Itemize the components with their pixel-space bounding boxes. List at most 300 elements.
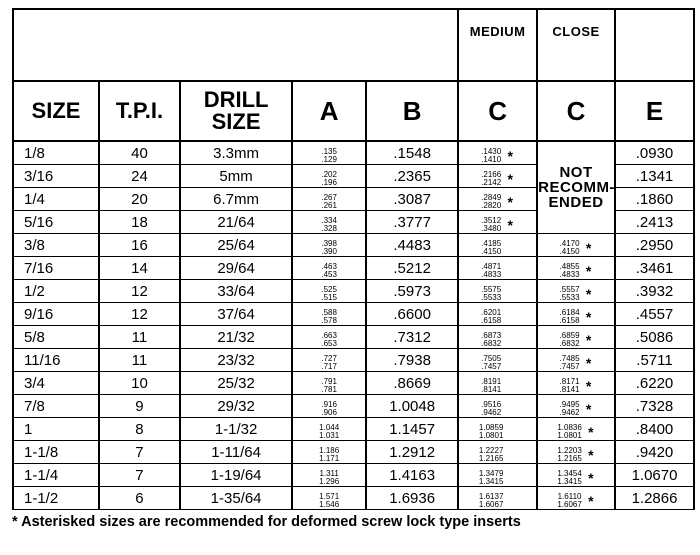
cell-c-close-min: 1.3415 (557, 477, 582, 486)
group-header-row (13, 9, 694, 81)
cell-c-medium-tolerance (481, 286, 501, 302)
asterisk-marker: * (507, 194, 513, 210)
cell-a-max: .916 (321, 400, 337, 409)
cell-b: .1548 (366, 141, 458, 165)
cell-c-close-min: .9462 (559, 408, 580, 417)
asterisk-marker: * (585, 309, 592, 325)
cell-drill-size: 1-11/64 (180, 441, 292, 464)
cell-a-min: .453 (321, 270, 337, 279)
cell-tpi: 24 (99, 165, 180, 188)
asterisk-marker: * (585, 378, 592, 394)
cell-a (292, 141, 366, 165)
cell-tpi: 16 (99, 234, 180, 257)
cell-c-close-tolerance (557, 447, 581, 463)
cell-c-medium-group (481, 217, 514, 233)
not-recommended-line: ENDED (548, 194, 604, 211)
asterisk-marker: * (507, 148, 513, 164)
cell-a-min: .328 (321, 224, 337, 233)
cell-drill-size: 25/32 (180, 372, 292, 395)
header-c-close: C (537, 81, 615, 141)
header-size: SIZE (13, 81, 99, 141)
cell-c-medium (458, 395, 537, 418)
cell-c-medium-max: .3512 (481, 216, 502, 225)
cell-a-group (321, 217, 337, 233)
cell-c-close-min: 1.2165 (557, 454, 582, 463)
cell-c-medium-max: 1.2227 (478, 446, 504, 455)
cell-c-medium-group (481, 171, 514, 187)
cell-b: 1.2912 (366, 441, 458, 464)
cell-c-close-tolerance (560, 355, 580, 371)
cell-a-min: .906 (321, 408, 337, 417)
cell-a-group (321, 263, 337, 279)
cell-c-medium-group (481, 286, 514, 302)
cell-c-close-max: .5557 (559, 285, 580, 294)
cell-c-medium-max: 1.3479 (478, 469, 504, 478)
cell-c-close (537, 464, 615, 487)
cell-drill-size: 21/32 (180, 326, 292, 349)
cell-c-medium-group (481, 148, 514, 164)
asterisk-marker: * (588, 470, 594, 486)
asterisk-marker: * (585, 332, 592, 348)
cell-e: .0930 (615, 141, 694, 165)
table-row (13, 441, 694, 464)
asterisk-marker: * (585, 240, 592, 256)
cell-e: .8400 (615, 418, 694, 441)
cell-a-min: 1.031 (319, 431, 340, 440)
cell-e: .1860 (615, 188, 694, 211)
cell-c-medium-tolerance (481, 148, 501, 164)
cell-c-close (537, 487, 615, 510)
cell-c-medium (458, 487, 537, 510)
cell-a-max: 1.044 (319, 423, 340, 432)
cell-e: .5711 (615, 349, 694, 372)
column-header-row (13, 81, 694, 141)
header-tpi: T.P.I. (99, 81, 180, 141)
cell-a-min: 1.296 (319, 477, 340, 486)
cell-tpi: 9 (99, 395, 180, 418)
cell-c-medium-max: .2166 (481, 170, 502, 179)
cell-size: 1-1/8 (13, 441, 99, 464)
cell-c-medium (458, 211, 537, 234)
cell-a-min: .261 (321, 201, 337, 210)
asterisk-marker: * (585, 355, 592, 371)
cell-e: .2413 (615, 211, 694, 234)
cell-c-close (537, 372, 615, 395)
cell-c-medium-tolerance (479, 424, 503, 440)
cell-a-max: .398 (321, 239, 337, 248)
cell-a-max: 1.571 (319, 492, 340, 501)
cell-c-medium (458, 464, 537, 487)
cell-a-max: 1.311 (319, 469, 339, 478)
cell-a-min: 1.171 (319, 454, 340, 463)
cell-a-min: .717 (321, 362, 337, 371)
cell-c-medium-max: .5575 (481, 285, 502, 294)
cell-c-close-tolerance (557, 493, 581, 509)
cell-c-close-max: .6184 (559, 308, 580, 317)
cell-a-tolerance (321, 286, 337, 302)
cell-a-group (321, 332, 337, 348)
cell-size: 1/4 (13, 188, 99, 211)
cell-a-max: .267 (321, 193, 337, 202)
cell-a (292, 165, 366, 188)
cell-a-max: .202 (321, 170, 337, 179)
cell-a (292, 395, 366, 418)
cell-a (292, 372, 366, 395)
cell-e: .3932 (615, 280, 694, 303)
cell-c-medium-max: .4185 (481, 239, 502, 248)
cell-c-medium-min: .4150 (481, 247, 502, 256)
cell-tpi: 18 (99, 211, 180, 234)
cell-size: 1-1/4 (13, 464, 99, 487)
cell-c-medium-tolerance (481, 194, 501, 210)
cell-drill-size: 6.7mm (180, 188, 292, 211)
cell-c-medium-group (481, 378, 514, 394)
cell-drill-size: 29/32 (180, 395, 292, 418)
cell-c-close (537, 280, 615, 303)
cell-c-close-group (560, 263, 593, 279)
table-row (13, 326, 694, 349)
cell-a-tolerance (321, 309, 337, 325)
header-a: A (292, 81, 366, 141)
spec-table-container (12, 8, 695, 530)
cell-tpi: 11 (99, 326, 180, 349)
cell-c-medium (458, 188, 537, 211)
cell-c-close (537, 395, 615, 418)
cell-c-close-group (560, 378, 593, 394)
cell-c-medium-group (479, 447, 516, 463)
cell-a (292, 280, 366, 303)
cell-c-medium-min: .2142 (481, 178, 502, 187)
cell-a-max: .791 (321, 377, 337, 386)
cell-b: 1.0048 (366, 395, 458, 418)
cell-c-medium (458, 141, 537, 165)
cell-a-tolerance (321, 378, 337, 394)
table-row (13, 303, 694, 326)
cell-drill-size: 37/64 (180, 303, 292, 326)
cell-c-medium-group (481, 194, 514, 210)
cell-tpi: 7 (99, 441, 180, 464)
cell-c-close-max: .4170 (559, 239, 580, 248)
cell-a-group (319, 424, 339, 440)
cell-a-max: .525 (321, 285, 337, 294)
cell-a-group (321, 355, 337, 371)
cell-a-group (319, 447, 339, 463)
cell-c-medium (458, 372, 537, 395)
cell-c-close (537, 349, 615, 372)
cell-drill-size: 1-35/64 (180, 487, 292, 510)
cell-size: 7/16 (13, 257, 99, 280)
cell-c-medium-tolerance (481, 240, 501, 256)
cell-c-close (537, 418, 615, 441)
cell-c-medium-min: .1410 (481, 155, 502, 164)
cell-c-close-group (557, 493, 594, 509)
cell-c-close-group (560, 401, 593, 417)
cell-size: 5/8 (13, 326, 99, 349)
cell-c-close-max: 1.3454 (557, 469, 582, 478)
cell-c-close-min: 1.0801 (557, 431, 582, 440)
thread-insert-spec-table (12, 8, 695, 510)
cell-c-close (537, 326, 615, 349)
group-header-close: CLOSE (537, 9, 615, 81)
cell-c-close-group (560, 355, 593, 371)
cell-drill-size: 1-19/64 (180, 464, 292, 487)
cell-a-group (321, 286, 337, 302)
cell-b: 1.4163 (366, 464, 458, 487)
cell-c-close-tolerance (560, 309, 580, 325)
cell-e: 1.2866 (615, 487, 694, 510)
cell-c-medium-min: .5533 (481, 293, 502, 302)
cell-e: .1341 (615, 165, 694, 188)
cell-b: .8669 (366, 372, 458, 395)
cell-c-close-min: 1.6067 (557, 500, 582, 509)
cell-e: .2950 (615, 234, 694, 257)
cell-c-medium-group (481, 401, 514, 417)
cell-drill-size: 23/32 (180, 349, 292, 372)
cell-c-medium-tolerance (479, 493, 503, 509)
table-row (13, 395, 694, 418)
cell-a (292, 326, 366, 349)
cell-c-medium-tolerance (479, 447, 503, 463)
cell-a-min: .578 (321, 316, 337, 325)
cell-a-max: .334 (321, 216, 337, 225)
cell-c-close-min: .4150 (559, 247, 580, 256)
cell-c-medium (458, 349, 537, 372)
cell-a-max: .588 (321, 308, 337, 317)
cell-c-medium-min: 1.0801 (478, 431, 504, 440)
cell-tpi: 12 (99, 303, 180, 326)
cell-size: 3/8 (13, 234, 99, 257)
cell-drill-size: 21/64 (180, 211, 292, 234)
cell-c-medium-max: .9516 (481, 400, 502, 409)
cell-a (292, 257, 366, 280)
asterisk-marker: * (507, 217, 513, 233)
cell-c-medium-max: .4871 (481, 262, 502, 271)
cell-c-close (537, 441, 615, 464)
cell-c-close-max: .7485 (559, 354, 580, 363)
cell-c-close-tolerance (560, 378, 580, 394)
cell-e: .9420 (615, 441, 694, 464)
asterisk-marker: * (585, 401, 592, 417)
cell-c-close-group (560, 309, 593, 325)
cell-a-group (321, 401, 337, 417)
cell-c-medium-min: .6158 (481, 316, 502, 325)
table-row (13, 349, 694, 372)
cell-a-max: .663 (321, 331, 337, 340)
cell-a-tolerance (321, 401, 337, 417)
cell-size: 1/8 (13, 141, 99, 165)
cell-b: .5973 (366, 280, 458, 303)
cell-size: 11/16 (13, 349, 99, 372)
cell-a-tolerance (321, 240, 337, 256)
cell-size: 1 (13, 418, 99, 441)
cell-b: .4483 (366, 234, 458, 257)
cell-e: 1.0670 (615, 464, 694, 487)
cell-c-close-min: .6158 (559, 316, 580, 325)
cell-c-medium-min: .6832 (481, 339, 502, 348)
cell-a-tolerance (321, 171, 337, 187)
header-c-medium: C (458, 81, 537, 141)
cell-c-medium (458, 441, 537, 464)
cell-e: .4557 (615, 303, 694, 326)
cell-not-recommended (537, 141, 615, 234)
cell-a-group (319, 493, 339, 509)
cell-drill-size: 33/64 (180, 280, 292, 303)
cell-e: .5086 (615, 326, 694, 349)
table-row (13, 372, 694, 395)
cell-a-max: .135 (321, 147, 337, 156)
cell-a (292, 464, 366, 487)
cell-c-close-tolerance (560, 332, 580, 348)
cell-a-tolerance (319, 470, 339, 486)
cell-c-close-max: 1.6110 (557, 492, 582, 501)
cell-c-close (537, 303, 615, 326)
cell-a (292, 303, 366, 326)
cell-a-tolerance (319, 424, 339, 440)
cell-c-medium-group (479, 470, 516, 486)
cell-tpi: 6 (99, 487, 180, 510)
cell-b: .6600 (366, 303, 458, 326)
asterisk-marker: * (588, 447, 594, 463)
cell-drill-size: 25/64 (180, 234, 292, 257)
cell-c-close-group (560, 286, 593, 302)
cell-tpi: 40 (99, 141, 180, 165)
cell-c-medium-min: .3480 (481, 224, 502, 233)
cell-c-medium-min: .7457 (481, 362, 502, 371)
cell-b: 1.6936 (366, 487, 458, 510)
table-row (13, 280, 694, 303)
cell-c-medium-max: .6873 (481, 331, 502, 340)
cell-c-close-tolerance (560, 263, 580, 279)
cell-c-close-tolerance (560, 286, 580, 302)
cell-a (292, 211, 366, 234)
cell-a-min: .515 (321, 293, 337, 302)
cell-c-medium-group (479, 424, 516, 440)
cell-tpi: 7 (99, 464, 180, 487)
cell-size: 9/16 (13, 303, 99, 326)
cell-c-medium-max: .7505 (481, 354, 502, 363)
cell-drill-size: 1-1/32 (180, 418, 292, 441)
cell-c-medium-group (481, 355, 514, 371)
cell-a-min: .390 (321, 247, 337, 256)
cell-a-max: 1.186 (319, 446, 340, 455)
cell-a-min: .129 (321, 155, 337, 164)
header-e: E (615, 81, 694, 141)
cell-a-group (321, 194, 337, 210)
table-row (13, 464, 694, 487)
cell-a-min: .196 (321, 178, 337, 187)
not-recommended-line: RECOMM- (538, 179, 615, 196)
cell-a-group (321, 309, 337, 325)
asterisk-marker: * (585, 263, 592, 279)
cell-a-tolerance (321, 263, 337, 279)
group-header-blank-e (615, 9, 694, 81)
cell-c-medium-min: 1.3415 (478, 477, 504, 486)
cell-tpi: 14 (99, 257, 180, 280)
cell-a-group (321, 171, 337, 187)
cell-c-close-max: 1.2203 (557, 446, 582, 455)
cell-c-medium-min: .9462 (481, 408, 502, 417)
cell-a (292, 418, 366, 441)
cell-a-tolerance (321, 194, 337, 210)
table-row (13, 487, 694, 510)
cell-c-close-group (557, 470, 594, 486)
cell-b: .3777 (366, 211, 458, 234)
cell-c-close-tolerance (560, 401, 580, 417)
cell-a (292, 441, 366, 464)
cell-c-close-group (560, 332, 593, 348)
cell-c-medium-min: 1.6067 (478, 500, 504, 509)
cell-tpi: 8 (99, 418, 180, 441)
cell-c-medium-tolerance (481, 332, 501, 348)
cell-a-tolerance (321, 217, 337, 233)
table-row (13, 418, 694, 441)
cell-a-min: 1.546 (319, 500, 340, 509)
cell-c-close-group (560, 240, 593, 256)
cell-c-medium-min: 1.2165 (478, 454, 504, 463)
cell-a (292, 234, 366, 257)
cell-c-medium-max: 1.6137 (478, 492, 504, 501)
cell-c-medium-group (481, 263, 514, 279)
cell-c-medium-min: .8141 (481, 385, 502, 394)
cell-a-tolerance (319, 493, 339, 509)
cell-c-medium-min: .4833 (481, 270, 502, 279)
asterisk-marker: * (585, 286, 592, 302)
cell-a (292, 487, 366, 510)
cell-a (292, 188, 366, 211)
cell-c-close-tolerance (560, 240, 580, 256)
cell-tpi: 11 (99, 349, 180, 372)
cell-c-medium-max: .1430 (481, 147, 502, 156)
cell-c-medium-tolerance (481, 378, 501, 394)
cell-e: .3461 (615, 257, 694, 280)
cell-drill-size: 5mm (180, 165, 292, 188)
cell-c-close-tolerance (557, 470, 581, 486)
cell-c-close-min: .8141 (559, 385, 580, 394)
cell-b: .7938 (366, 349, 458, 372)
cell-c-medium-tolerance (481, 355, 501, 371)
cell-a-tolerance (321, 355, 337, 371)
header-drill-size: DRILL SIZE (180, 81, 292, 141)
cell-drill-size: 29/64 (180, 257, 292, 280)
cell-a-min: .653 (321, 339, 337, 348)
cell-b: .2365 (366, 165, 458, 188)
cell-tpi: 12 (99, 280, 180, 303)
cell-c-medium-tolerance (479, 470, 503, 486)
cell-e: .6220 (615, 372, 694, 395)
asterisk-marker: * (588, 493, 594, 509)
header-b: B (366, 81, 458, 141)
cell-c-medium-group (481, 309, 514, 325)
cell-c-medium-max: .6201 (481, 308, 502, 317)
cell-size: 5/16 (13, 211, 99, 234)
cell-c-medium (458, 234, 537, 257)
cell-a-group (321, 148, 337, 164)
cell-c-close-group (557, 447, 594, 463)
cell-c-close-min: .6832 (559, 339, 580, 348)
cell-a-tolerance (321, 332, 337, 348)
table-row (13, 257, 694, 280)
cell-c-close-max: .6859 (559, 331, 580, 340)
cell-a (292, 349, 366, 372)
cell-drill-size: 3.3mm (180, 141, 292, 165)
cell-a-max: .463 (321, 262, 337, 271)
asterisk-marker: * (588, 424, 594, 440)
cell-c-close-max: .4855 (559, 262, 580, 271)
cell-b: .3087 (366, 188, 458, 211)
cell-a-group (319, 470, 339, 486)
cell-c-close-max: 1.0836 (557, 423, 582, 432)
cell-tpi: 20 (99, 188, 180, 211)
